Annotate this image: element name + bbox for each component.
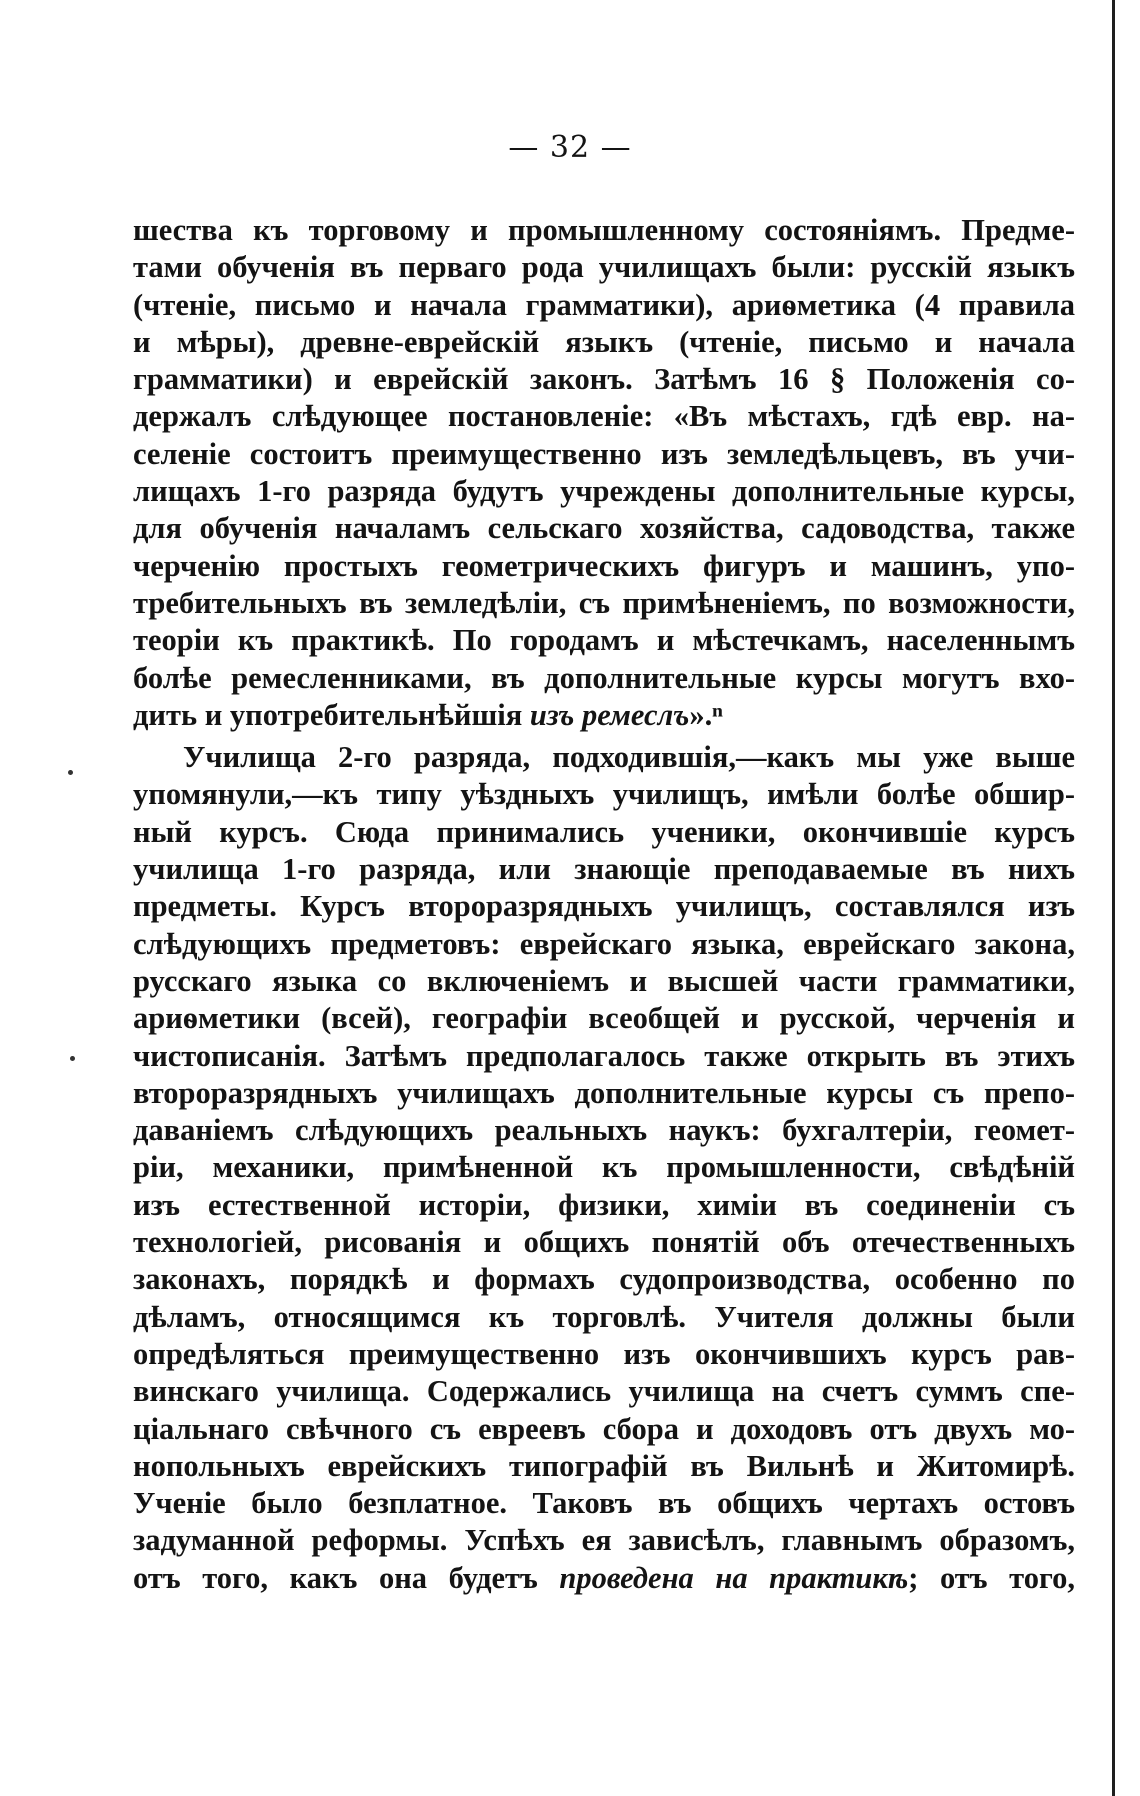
text-run: отъ того, какъ она будетъ bbox=[133, 1560, 560, 1595]
italic-phrase: проведена на практикѣ bbox=[559, 1560, 909, 1595]
text-line: шества къ торговому и промышленному состояніямъ. Предме- bbox=[133, 213, 1075, 247]
text-line: требительныхъ въ земледѣліи, съ примѣненіемъ, по возможности, bbox=[133, 585, 1075, 620]
text-line: изъ естественной исторіи, физики, химіи въ соединеніи съ bbox=[133, 1187, 1075, 1222]
text-line: черченію простыхъ геометрическихъ фигуръ и машинъ, упо- bbox=[133, 548, 1075, 583]
text-line: училища 1-го разряда, или знающіе преподаваемые въ нихъ bbox=[133, 852, 1075, 887]
text-line: технологіей, рисованія и общихъ понятій объ отечественныхъ bbox=[133, 1225, 1075, 1260]
page-number: — 32 — bbox=[508, 130, 632, 165]
text-line: чистописанія. Затѣмъ предполагалось также открыть въ этихъ bbox=[133, 1038, 1075, 1073]
text-line: слѣдующихъ предметовъ: еврейскаго языка, еврейскаго закона, bbox=[133, 926, 1075, 961]
text-line: для обученія началамъ сельскаго хозяйства, садоводства, также bbox=[133, 511, 1075, 546]
text-line: законахъ, порядкѣ и формахъ судопроизводства, особенно по bbox=[133, 1262, 1075, 1297]
body-text bbox=[133, 212, 1075, 1597]
text-line: селеніе состоитъ преимущественно изъ земледѣльцевъ, въ учи- bbox=[133, 436, 1075, 471]
text-line: винскаго училища. Содержались училища на счетъ суммъ спе- bbox=[133, 1374, 1075, 1409]
text-line: ариѳметики (всей), географіи всеобщей и русской, черченія и bbox=[133, 1001, 1075, 1036]
text-line: даваніемъ слѣдующихъ реальныхъ наукъ: бухгалтеріи, геомет- bbox=[133, 1113, 1075, 1148]
text-line: теоріи къ практикѣ. По городамъ и мѣстечкамъ, населеннымъ bbox=[133, 623, 1075, 658]
text-line: держалъ слѣдующее постановленіе: «Въ мѣстахъ, гдѣ евр. на- bbox=[133, 399, 1075, 434]
scan-speck bbox=[68, 770, 73, 775]
text-run: ».ⁿ bbox=[689, 697, 723, 732]
page-edge-rule bbox=[1112, 0, 1115, 1796]
text-line: грамматики) и еврейскій законъ. Затѣмъ 16 § Положенія со- bbox=[133, 362, 1075, 397]
text-line: болѣе ремесленниками, въ дополнительные курсы могутъ вхо- bbox=[133, 660, 1075, 695]
paragraph-1 bbox=[133, 212, 1075, 734]
text-run: дить и употребительнѣйшія bbox=[133, 697, 530, 732]
italic-phrase: изъ ремеслъ bbox=[529, 697, 690, 732]
scan-speck bbox=[70, 1056, 75, 1061]
text-line: задуманной реформы. Успѣхъ ея зависѣлъ, главнымъ образомъ, bbox=[133, 1523, 1075, 1558]
text-line: Училища 2-го разряда, подходившія,—какъ мы уже выше bbox=[183, 740, 1075, 775]
text-line: ціальнаго свѣчного съ евреевъ сбора и доходовъ отъ двухъ мо- bbox=[133, 1411, 1075, 1446]
text-line: (чтеніе, письмо и начала грамматики), ариѳметика (4 правила bbox=[133, 287, 1075, 322]
paragraph-2 bbox=[133, 739, 1075, 1597]
text-run: ; отъ того, bbox=[908, 1560, 1075, 1595]
text-line: опредѣляться преимущественно изъ окончившихъ курсъ рав- bbox=[133, 1336, 1075, 1371]
text-line bbox=[133, 1560, 1075, 1597]
text-line: Ученіе было безплатное. Таковъ въ общихъ чертахъ остовъ bbox=[133, 1486, 1075, 1521]
text-line: и мѣры), древне-еврейскій языкъ (чтеніе, письмо и начала bbox=[133, 324, 1075, 359]
text-line: русскаго языка со включеніемъ и высшей части грамматики, bbox=[133, 963, 1075, 998]
text-line: тами обученія въ перваго рода училищахъ были: русскій языкъ bbox=[133, 250, 1075, 285]
text-line: ный курсъ. Сюда принимались ученики, окончившіе курсъ bbox=[133, 814, 1075, 849]
text-line: предметы. Курсъ второразрядныхъ училищъ, составлялся изъ bbox=[133, 889, 1075, 924]
text-line: лищахъ 1-го разряда будутъ учреждены дополнительные курсы, bbox=[133, 474, 1075, 509]
text-line: ріи, механики, примѣненной къ промышленности, свѣдѣній bbox=[133, 1150, 1075, 1185]
text-line: второразрядныхъ училищахъ дополнительные курсы съ препо- bbox=[133, 1075, 1075, 1110]
text-line bbox=[133, 697, 1075, 734]
text-line: нопольныхъ еврейскихъ типографій въ Вильнѣ и Житомирѣ. bbox=[133, 1448, 1075, 1483]
text-line: дѣламъ, относящимся къ торговлѣ. Учителя должны были bbox=[133, 1299, 1075, 1334]
text-line: упомянули,—къ типу уѣздныхъ училищъ, имѣли болѣе обшир- bbox=[133, 777, 1075, 812]
